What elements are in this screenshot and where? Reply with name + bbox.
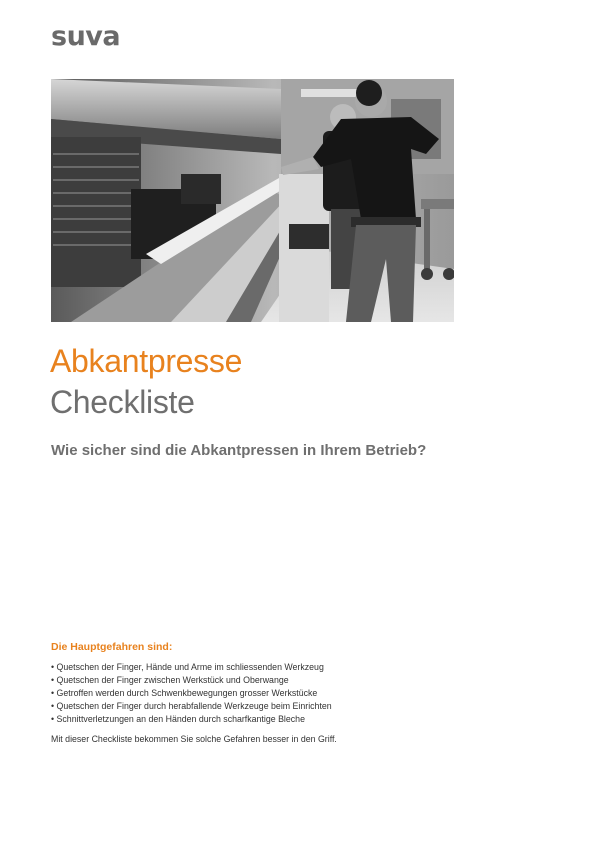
list-item: • Quetschen der Finger, Hände und Arme im schliessenden Werkzeug xyxy=(51,661,332,674)
page-title: Abkantpresse xyxy=(50,343,243,379)
page-title-secondary: Checkliste xyxy=(50,384,195,420)
press-brake-operators-photo xyxy=(51,79,454,322)
list-item: • Quetschen der Finger zwischen Werkstück und Oberwange xyxy=(51,674,332,687)
hazards-list xyxy=(51,661,332,726)
closing-text: Mit dieser Checkliste bekommen Sie solche Gefahren besser in den Griff. xyxy=(51,734,337,744)
suva-logo: suva xyxy=(51,21,121,52)
subtitle-question: Wie sicher sind die Abkantpressen in Ihrem Betrieb? xyxy=(51,442,427,459)
list-item: • Quetschen der Finger durch herabfallende Werkzeuge beim Einrichten xyxy=(51,700,332,713)
hazards-heading: Die Hauptgefahren sind: xyxy=(51,641,173,653)
list-item: • Getroffen werden durch Schwenkbewegungen grosser Werkstücke xyxy=(51,687,332,700)
list-item: • Schnittverletzungen an den Händen durch scharfkantige Bleche xyxy=(51,713,332,726)
